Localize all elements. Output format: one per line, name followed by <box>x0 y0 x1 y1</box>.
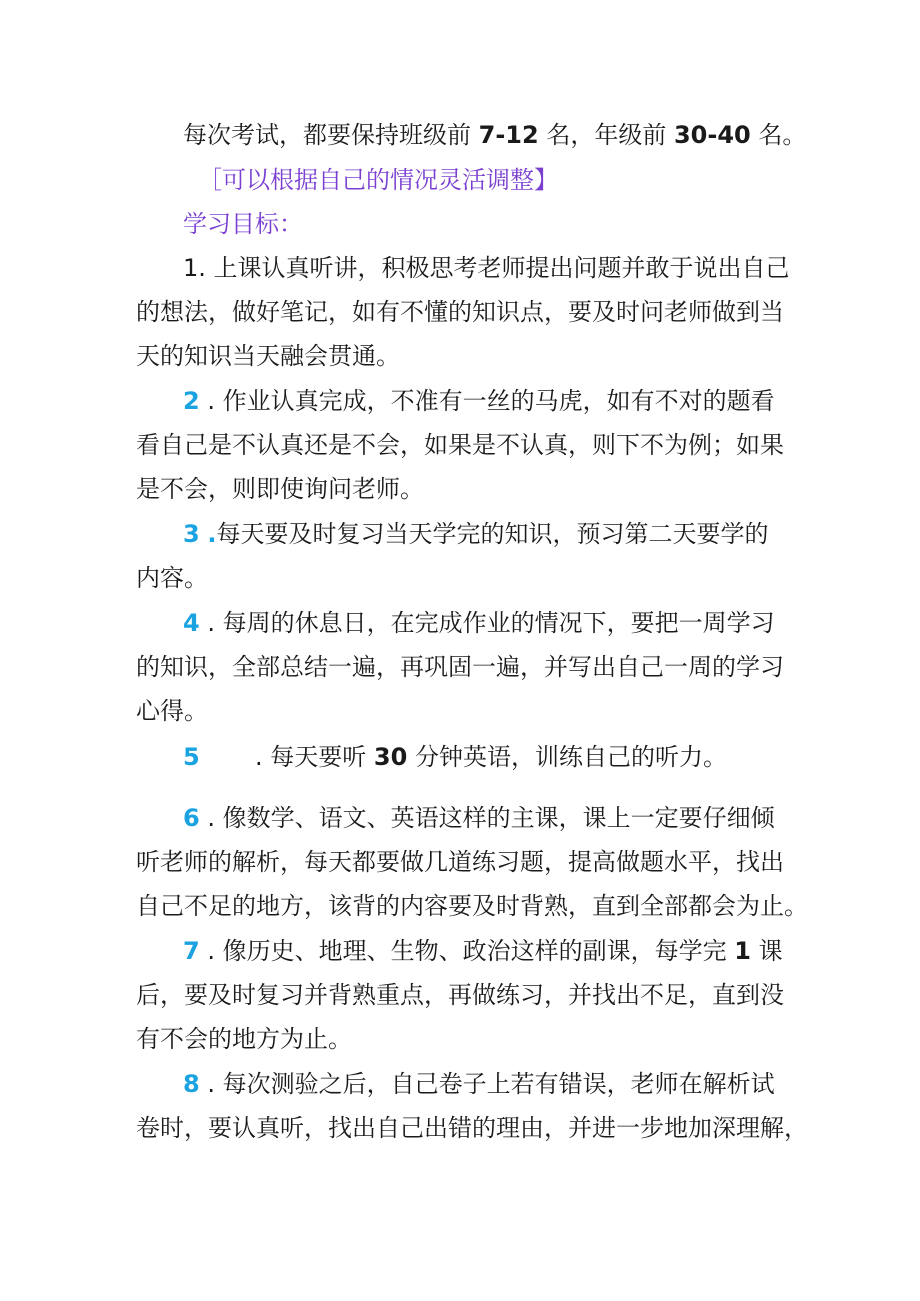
goal-line: 的知识，全部总结一遍，再巩固一遍，并写出自己一周的学习 <box>136 653 784 681</box>
goal-line: 心得。 <box>136 697 208 725</box>
goal-number: 2 <box>183 387 200 415</box>
intro-text: 每次考试，都要保持班级前 <box>183 121 471 149</box>
section-heading: 学习目标： <box>183 210 303 238</box>
goal-line: 天的知识当天融会贯通。 <box>136 342 400 370</box>
goal-text: 每天要及时复习当天学完的知识，预习第二天要学的 <box>216 520 769 548</box>
goal-line <box>183 934 783 968</box>
goal-line: 的想法，做好笔记，如有不懂的知识点，要及时问老师做到当 <box>136 298 784 326</box>
course-count: 1 <box>734 937 751 965</box>
goal-text: 课 <box>758 937 783 965</box>
goal-separator: . <box>254 743 263 771</box>
goal-line: 后，要及时复习并背熟重点，再做练习，并找出不足，直到没 <box>136 981 784 1009</box>
goal-line: 看自己是不认真还是不会，如果是不认真，则下不为例；如果 <box>136 431 784 459</box>
goal-number: 7 <box>183 937 200 965</box>
goal-separator: . <box>207 804 215 832</box>
intro-text: 名，年级前 <box>546 121 667 149</box>
goal-text: 每周的休息日，在完成作业的情况下，要把一周学习 <box>222 609 775 637</box>
goal-line <box>183 517 768 551</box>
intro-line <box>183 118 806 152</box>
intro-text: 名。 <box>758 121 807 149</box>
goal-line: 听老师的解析，每天都要做几道练习题，提高做题水平，找出 <box>136 848 784 876</box>
goal-number: 6 <box>183 804 200 832</box>
goal-number: 8 <box>183 1070 200 1098</box>
goal-separator: . <box>207 387 215 415</box>
goal-separator: . <box>207 609 215 637</box>
goal-separator: . <box>207 937 215 965</box>
goal-text: 作业认真完成，不准有一丝的马虎，如有不对的题看 <box>222 387 775 415</box>
goal-line <box>183 384 775 418</box>
goal-text: 每次测验之后，自己卷子上若有错误，老师在解析试 <box>222 1070 775 1098</box>
goal-text: 分钟英语，训练自己的听力。 <box>414 743 727 771</box>
goal-separator: . <box>207 520 217 548</box>
goal-text: 像数学、语文、英语这样的主课，课上一定要仔细倾 <box>222 804 775 832</box>
goal-line: 是不会，则即使询问老师。 <box>136 475 424 503</box>
goal-line <box>183 606 775 640</box>
goal-line: 自己不足的地方，该背的内容要及时背熟，直到全部都会为止。 <box>136 892 808 920</box>
goal-text: 每天要听 <box>270 743 367 771</box>
goal-number: 4 <box>183 609 200 637</box>
goal-number: 3 <box>183 520 200 548</box>
goal-line: 1. 上课认真听讲，积极思考老师提出问题并敢于说出自己 <box>183 254 790 282</box>
minutes-value: 30 <box>373 743 408 771</box>
goal-number: 5 <box>183 743 200 771</box>
goal-5 <box>183 740 727 774</box>
goal-separator: . <box>207 1070 215 1098</box>
goal-line <box>183 1067 775 1101</box>
adjust-note: ［可以根据自己的情况灵活调整】 <box>198 166 558 194</box>
goal-line: 有不会的地方为止。 <box>136 1025 352 1053</box>
goal-line: 卷时，要认真听，找出自己出错的理由，并进一步地加深理解， <box>136 1114 808 1142</box>
grade-rank: 30-40 <box>673 121 751 149</box>
goal-line: 内容。 <box>136 564 208 592</box>
class-rank: 7-12 <box>478 121 539 149</box>
goal-text: 像历史、地理、生物、政治这样的副课，每学完 <box>222 937 727 965</box>
goal-line <box>183 801 775 835</box>
